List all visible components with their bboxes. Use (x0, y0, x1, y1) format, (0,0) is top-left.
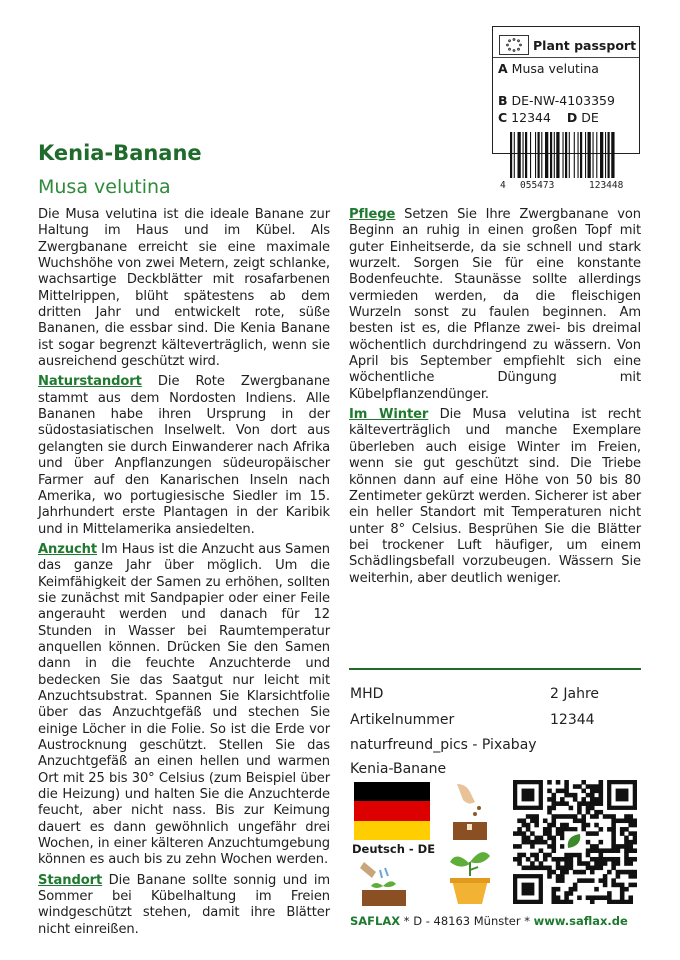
passport-a-label: A (498, 61, 508, 76)
text-column-right (349, 207, 641, 591)
article-number-label: Artikelnummer (350, 712, 455, 728)
passport-title: Plant passport (533, 38, 637, 53)
seed-sowing-icon (443, 780, 495, 842)
heading-naturstandort: Naturstandort (38, 374, 142, 390)
flag-stripe-red (354, 801, 430, 820)
passport-d-value: DE (581, 110, 599, 125)
text-pflege: Setzen Sie Ihre Zwergbanane von Beginn an ruhig in einen großen Topf mit guter Einheitserde, da sie schnell und stark wurzelt. Sorgen Sie für eine konstante Bodenfeuchte. Staunässe sollte allerdings vermieden werden, da die fleischigen Wurzeln sonst zu faulen beginnen. Am besten ist es, die Pflanze zwei- bis dreimal wöchentlich durchdringend zu wässern. Von April bis September empfiehlt sich eine wöchentliche Düngung mit Kübelpflanzendünger. (349, 207, 641, 402)
language-label: Deutsch - DE (352, 842, 436, 856)
heading-winter: Im Winter (349, 407, 429, 423)
passport-divider (493, 57, 639, 58)
text-column-left (38, 207, 330, 942)
section-pflege (349, 207, 641, 403)
passport-d-label: D (566, 110, 578, 125)
heading-anzucht: Anzucht (38, 541, 98, 557)
mhd-value: 2 Jahre (550, 686, 599, 702)
passport-c-label: C (498, 110, 508, 125)
passport-row-a (498, 61, 599, 76)
section-divider (349, 668, 641, 670)
flag-stripe-black (354, 782, 430, 801)
qr-code (513, 780, 637, 904)
text-naturstandort: Die Rote Zwergbanane stammt aus dem Nordosten Indiens. Alle Bananen habe ihren Ursprung in der südostasiatischen Inselwelt. Von dort aus gelangten sie durch Einwanderer nach Afrika und über Anpflanzungen südeuropäischer Farmer auf den Kanarischen Inseln nach Amerika, wo portugiesische Siedler im 15. Jahrhundert erste Plantagen in der Karibik und in Mittelamerika ansiedelten. (38, 374, 330, 537)
footer-address: * D - 48163 Münster * (400, 914, 534, 928)
text-anzucht: Im Haus ist die Anzucht aus Samen das ganze Jahr über möglich. Um die Keimfähigkeit der Samen zu erhöhen, sollten sie zunächst mit Sandpapier oder einer Feile angerauht werden und danach für 12 Stunden in Wasser bei Raumtemperatur anquellen können. Drücken Sie den Samen dann in die feuchte Anzuchterde und bedecken Sie das Saatgut nur leicht mit Anzuchtsubstrat. Spannen Sie Klarsichtfolie über das Anzuchtgefäß und stechen Sie einige Löcher in die Folie. So ist die Erde vor Austrocknung geschützt. Stellen Sie das Anzuchtgefäß an einen hellen und warmen Ort mit 25 bis 30° Celsius (zum Beispiel über die Heizung) und halten Sie die Anzuchterde feucht, aber nicht nass. Bis zur Keimung dauert es dann gewöhnlich ungefähr drei Wochen, in einer kälteren Anzuchtumgebung können es auch bis zu zehn Wochen werden. (38, 541, 331, 868)
footer-line (350, 914, 628, 928)
passport-row-cd (498, 110, 599, 125)
section-naturstandort (38, 374, 330, 537)
qr-code-icon (513, 780, 637, 904)
intro-paragraph: Die Musa velutina ist die ideale Banane zur Haltung im Haus und im Kübel. Als Zwergbanane erreicht sie eine maximale Wuchshöhe von zwei Metern, zeigt schlanke, wachsartige Deckblätter mit rosafarbenen Mittelrippen, blüht spätestens ab dem dritten Jahr und entwickelt rote, süße Bananen, die essbar sind. Die Kenia Banane ist sogar begrenzt kälteverträglich, wenn sie ausreichend geschützt wird. (38, 207, 330, 370)
page-title: Kenia-Banane (38, 141, 202, 165)
potted-plant-icon (446, 846, 494, 906)
german-flag-icon (354, 782, 430, 840)
barcode-digit-2: 055473 (520, 180, 555, 191)
flag-stripe-gold (354, 821, 430, 840)
passport-c-value: 12344 (511, 110, 551, 125)
article-number-value: 12344 (550, 712, 595, 728)
website-link[interactable]: www.saflax.de (533, 914, 628, 928)
mhd-label: MHD (350, 686, 384, 702)
passport-row-b (498, 93, 615, 108)
ean-barcode (502, 132, 638, 194)
text-standort: Die Banane sollte sonnig und im Sommer bei Kübelhaltung im Freien windgeschützt stehen, damit ihre Blätter nicht einreißen. (38, 872, 331, 937)
heading-standort: Standort (38, 872, 103, 888)
heading-pflege: Pflege (349, 207, 396, 222)
watering-seedling-icon (354, 856, 412, 908)
barcode-bars-icon (502, 132, 638, 180)
brand-name: SAFLAX (350, 914, 401, 928)
section-anzucht (38, 542, 330, 869)
section-winter (349, 407, 641, 587)
eu-flag-icon (499, 35, 529, 55)
passport-b-value: DE-NW-4103359 (511, 93, 615, 108)
barcode-digit-1: 4 (500, 180, 506, 191)
barcode-digit-3: 123448 (589, 180, 624, 191)
passport-b-label: B (498, 93, 508, 108)
latin-name: Musa velutina (38, 176, 171, 198)
section-standort (38, 873, 330, 938)
product-name: Kenia-Banane (350, 761, 447, 777)
passport-a-value: Musa velutina (511, 61, 599, 76)
photo-credit: naturfreund_pics - Pixabay (350, 737, 537, 753)
text-winter: Die Musa velutina ist recht kälteverträglich und manche Exemplare überleben auch eisige Winter im Freien, wenn sie gut geschützt sind. Die Triebe können dann auf eine Höhe von 50 bis 80 Zentimeter gekürzt werden. Sicherer ist aber ein heller Standort mit Temperaturen nicht unter 8° Celsius. Besprühen Sie die Blätter bei trockener Luft häufiger, um einem Schädlingsbefall vorzubeugen. Wässern Sie weiterhin, aber deutlich weniger. (349, 407, 641, 586)
